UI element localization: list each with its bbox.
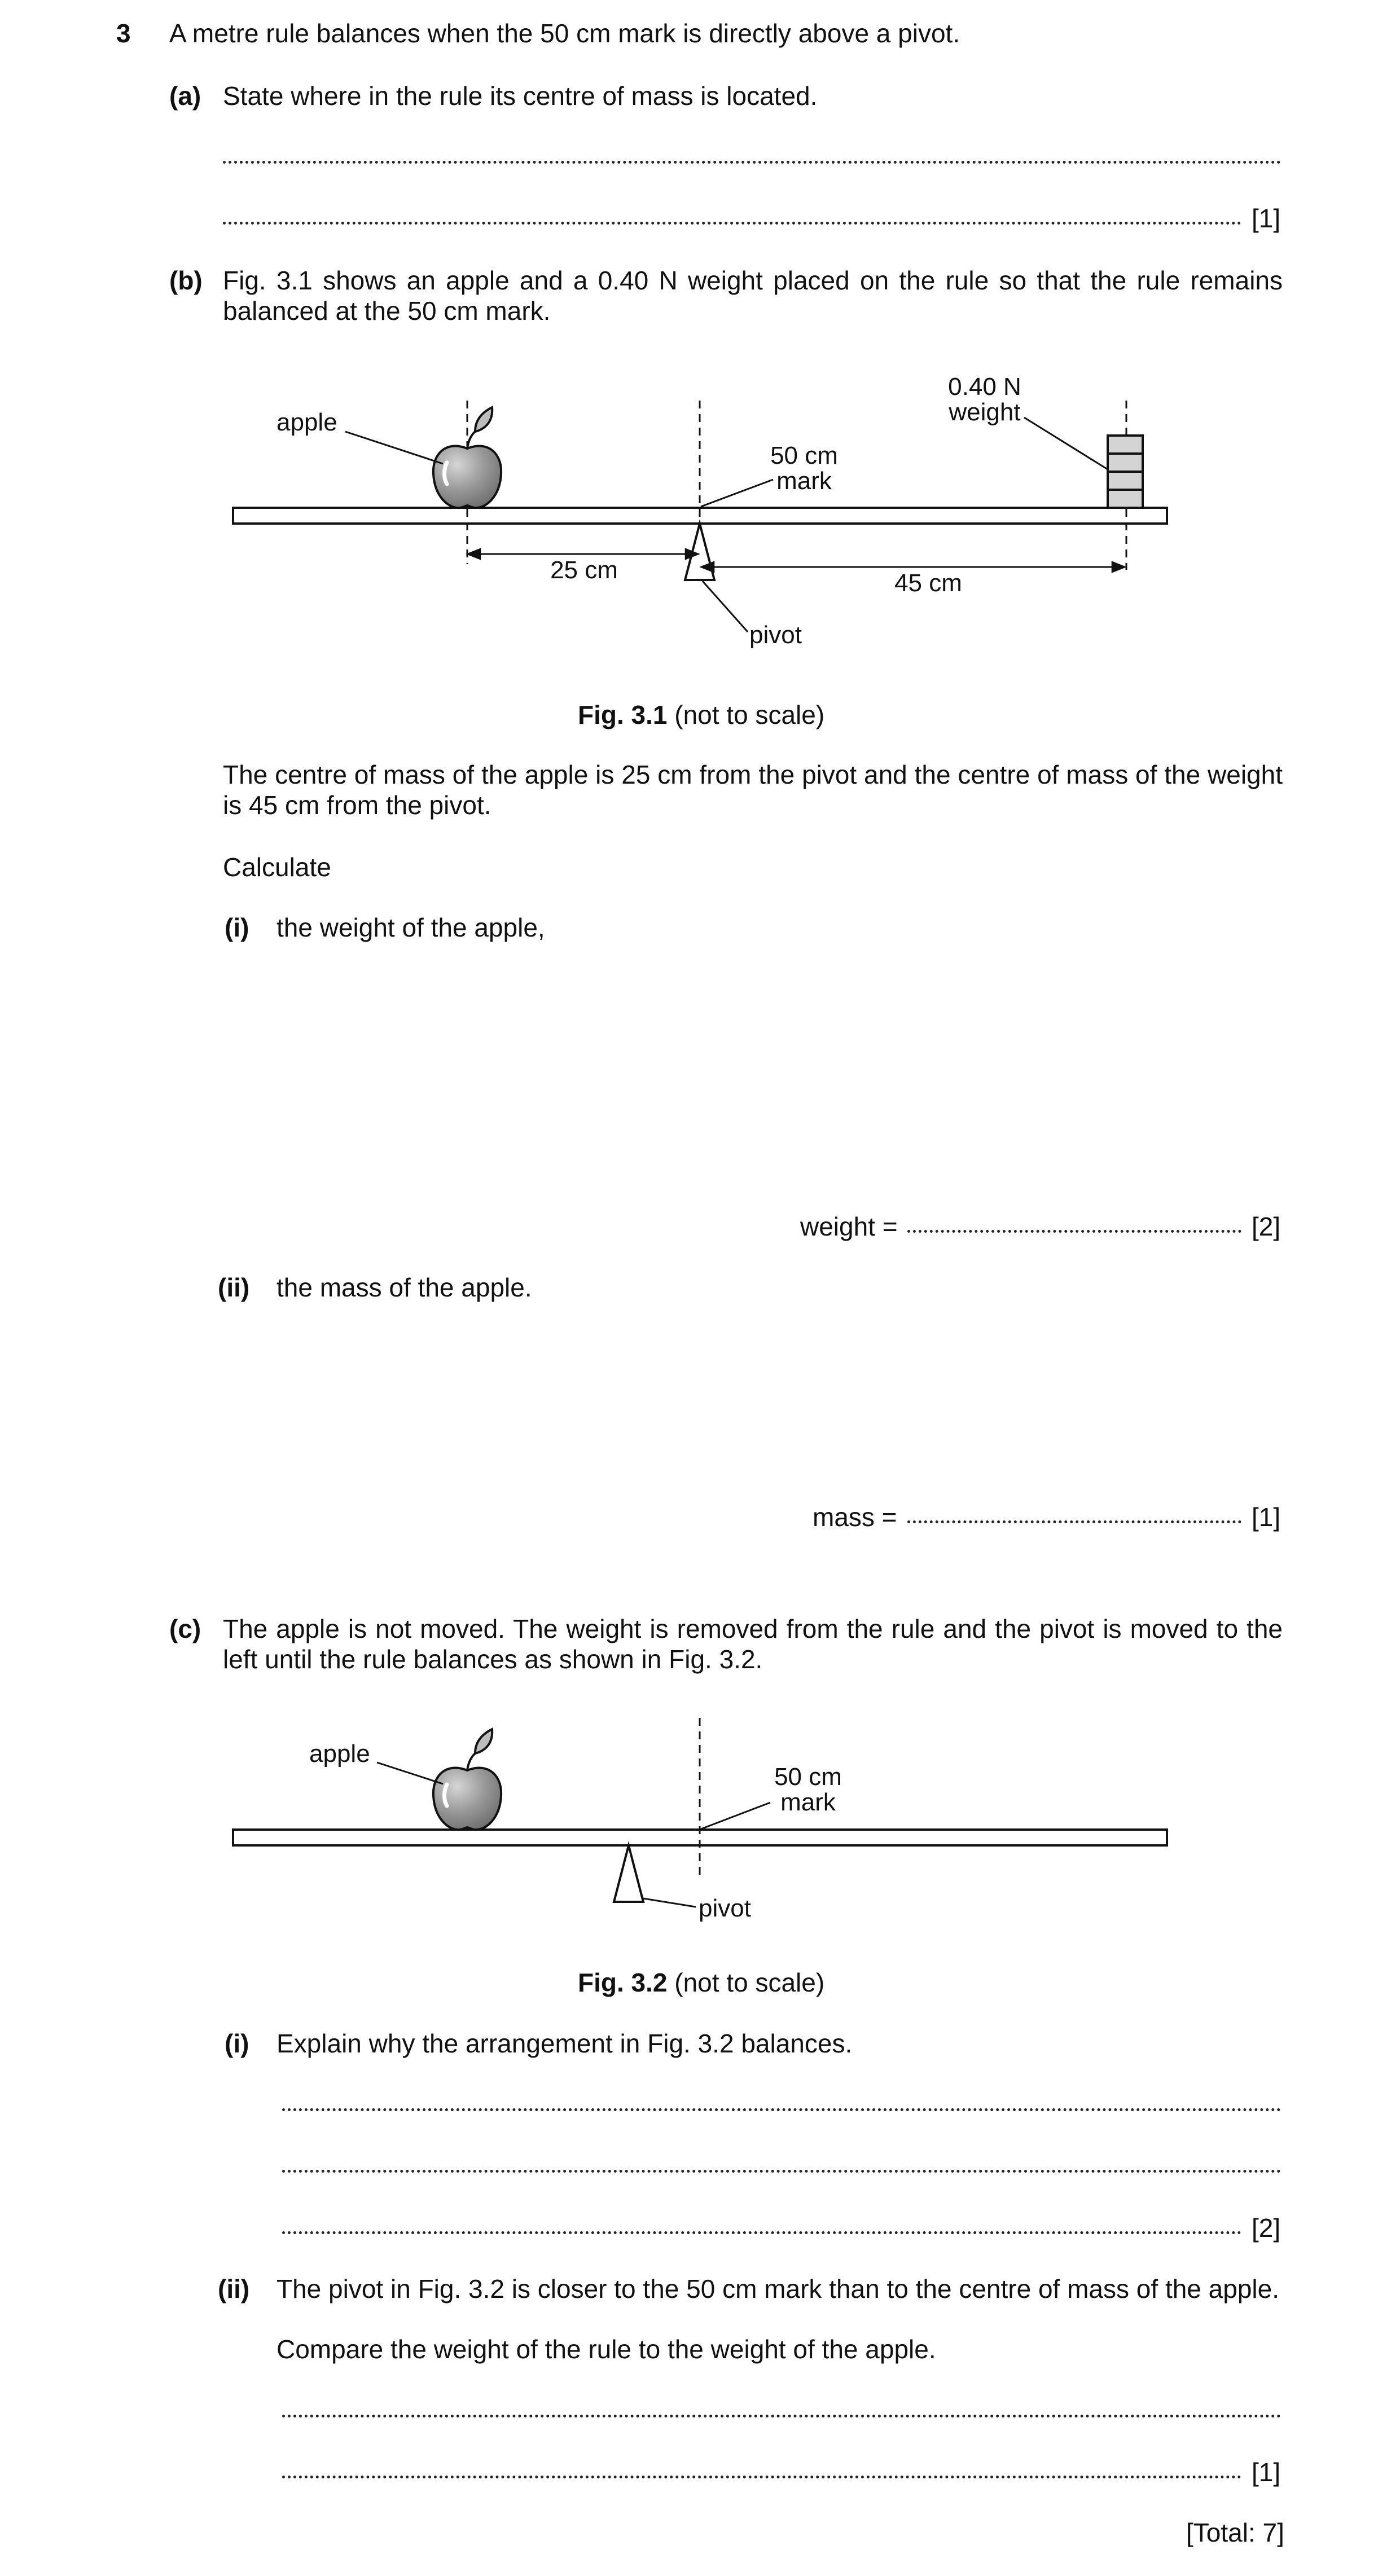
fig-3-1-caption: Fig. 3.1 (not to scale) <box>578 700 825 729</box>
part-c-i-label: (i) <box>225 2029 249 2058</box>
part-a-text: State where in the rule its centre of mass is located. <box>223 81 818 111</box>
part-c-ii-text2: Compare the weight of the rule to the weight of the apple. <box>277 2335 936 2364</box>
fig1-pivot-label: pivot <box>749 621 802 649</box>
answer-line-a-1[interactable] <box>223 161 1281 164</box>
part-c-i-marks: [2] <box>1252 2213 1281 2243</box>
part-b-ii-text: the mass of the apple. <box>277 1273 532 1302</box>
mass-answer-label: mass = <box>813 1502 897 1532</box>
part-b-ii-label: (ii) <box>218 1273 250 1302</box>
apple-icon <box>433 407 501 508</box>
fig1-mark-label-1: 50 cm <box>770 442 838 469</box>
answer-line-c-ii-2[interactable] <box>282 2476 1241 2478</box>
figure-3-2 <box>0 1715 1400 1929</box>
part-a-label: (a) <box>169 81 201 111</box>
answer-line-c-i-3[interactable] <box>282 2231 1241 2234</box>
fig1-dist-apple: 25 cm <box>550 556 618 584</box>
fig1-weight-label-2: weight <box>949 398 1021 426</box>
fig1-dist-weight: 45 cm <box>894 569 962 597</box>
part-c-intro: The apple is not moved. The weight is removed from the rule and the pivot is moved to the left until the rule balances as shown in Fig. 3.2. <box>223 1614 1283 1674</box>
fig2-mark-label-2: mark <box>780 1788 836 1816</box>
weight-answer-label: weight = <box>800 1212 898 1241</box>
answer-line-c-i-2[interactable] <box>282 2170 1281 2173</box>
part-c-ii-marks: [1] <box>1252 2458 1281 2487</box>
answer-line-c-i-1[interactable] <box>282 2108 1281 2111</box>
question-number: 3 <box>116 19 131 48</box>
part-b-intro: Fig. 3.1 shows an apple and a 0.40 N weight placed on the rule so that the rule remains balanced at the 50 cm mark. <box>223 266 1283 326</box>
apple-icon <box>433 1729 501 1830</box>
part-b-i-marks: [2] <box>1252 1212 1281 1241</box>
part-c-label: (c) <box>169 1614 201 1643</box>
pivot-triangle-2 <box>614 1845 643 1902</box>
part-c-ii-label: (ii) <box>218 2274 250 2304</box>
weight-answer-field[interactable] <box>907 1230 1241 1233</box>
part-a-marks: [1] <box>1252 204 1281 233</box>
part-b-i-text: the weight of the apple, <box>277 913 545 942</box>
fig2-pivot-label: pivot <box>699 1894 751 1922</box>
answer-line-a-2[interactable] <box>223 222 1241 225</box>
part-c-i-text: Explain why the arrangement in Fig. 3.2 balances. <box>277 2029 853 2058</box>
answer-line-c-ii-1[interactable] <box>282 2415 1281 2417</box>
fig1-mark-label-2: mark <box>776 467 832 495</box>
total-marks: [Total: 7] <box>1186 2518 1284 2547</box>
part-b-calculate: Calculate <box>223 852 331 882</box>
question-stem: A metre rule balances when the 50 cm mark is directly above a pivot. <box>169 19 960 48</box>
part-b-label: (b) <box>169 266 203 295</box>
mass-answer-field[interactable] <box>907 1520 1241 1523</box>
fig1-apple-label: apple <box>277 408 337 436</box>
part-c-ii-text: The pivot in Fig. 3.2 is closer to the 50 cm mark than to the centre of mass of the apple. <box>277 2274 1279 2304</box>
part-b-info: The centre of mass of the apple is 25 cm from the pivot and the centre of mass of the weight is 45 cm from the pivot. <box>223 760 1283 820</box>
weight-stack-icon <box>1108 436 1143 508</box>
fig1-weight-label-1: 0.40 N <box>948 373 1021 401</box>
figure-3-1 <box>0 339 1400 733</box>
fig2-mark-label-1: 50 cm <box>774 1763 842 1791</box>
part-b-ii-marks: [1] <box>1252 1502 1281 1532</box>
pivot-triangle <box>685 524 714 580</box>
fig2-apple-label: apple <box>309 1740 370 1768</box>
fig-3-2-caption: Fig. 3.2 (not to scale) <box>578 1968 825 1997</box>
part-b-i-label: (i) <box>225 913 249 942</box>
